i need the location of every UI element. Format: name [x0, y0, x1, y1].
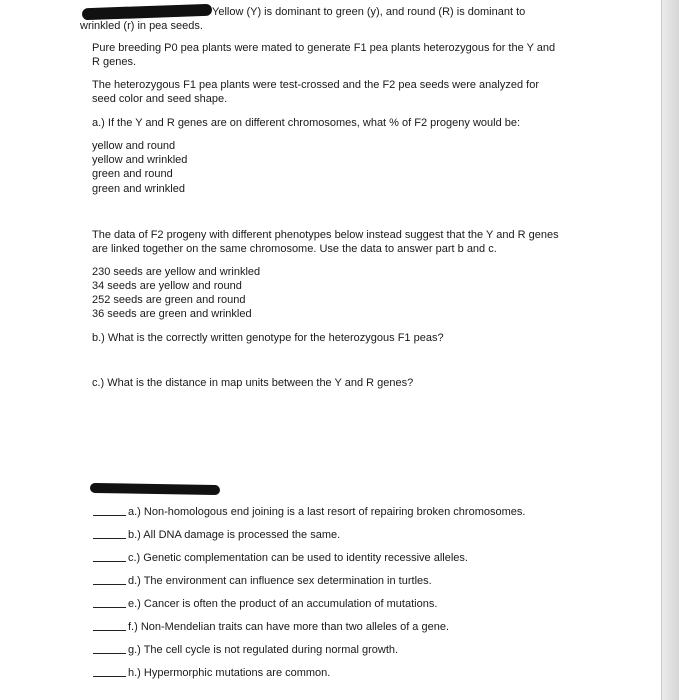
data-line: 36 seeds are green and wrinkled	[92, 308, 252, 320]
paragraph-2-line-1: The heterozygous F1 pea plants were test-crossed and the F2 pea seeds were analyzed for	[92, 79, 539, 91]
paragraph-3-line-2: are linked together on the same chromosome. Use the data to answer part b and c.	[92, 243, 497, 255]
answer-blank-c[interactable]	[93, 561, 126, 562]
intro-line-1: Yellow (Y) is dominant to green (y), and round (R) is dominant to	[212, 6, 526, 18]
question-a: a.) If the Y and R genes are on different chromosomes, what % of F2 progeny would be:	[92, 117, 521, 129]
statement-g: g.) The cell cycle is not regulated during normal growth.	[128, 644, 399, 656]
data-line: 34 seeds are yellow and round	[92, 280, 242, 292]
data-line: 230 seeds are yellow and wrinkled	[92, 266, 261, 278]
question-c: c.) What is the distance in map units between the Y and R genes?	[92, 377, 414, 389]
paragraph-1-line-1: Pure breeding P0 pea plants were mated to generate F1 pea plants heterozygous for the Y and	[92, 42, 556, 54]
paragraph-1-line-2: R genes.	[92, 56, 137, 68]
paragraph-3-line-1: The data of F2 progeny with different phenotypes below instead suggest that the Y and R genes	[92, 229, 559, 241]
redaction-mark-section2	[90, 483, 220, 495]
redaction-mark-top	[82, 4, 212, 21]
intro-line-2: wrinkled (r) in pea seeds.	[80, 20, 203, 32]
answer-blank-h[interactable]	[93, 676, 126, 677]
answer-blank-b[interactable]	[93, 538, 126, 539]
phenotype-item: yellow and wrinkled	[92, 154, 188, 166]
statement-e: e.) Cancer is often the product of an accumulation of mutations.	[128, 598, 438, 610]
answer-blank-a[interactable]	[93, 515, 126, 516]
paragraph-2-line-2: seed color and seed shape.	[92, 93, 228, 105]
phenotype-item: green and round	[92, 168, 173, 180]
answer-blank-g[interactable]	[93, 653, 126, 654]
statement-f: f.) Non-Mendelian traits can have more than two alleles of a gene.	[128, 621, 450, 633]
answer-blank-d[interactable]	[93, 584, 126, 585]
statement-a: a.) Non-homologous end joining is a last resort of repairing broken chromosomes.	[128, 506, 526, 518]
statement-h: h.) Hypermorphic mutations are common.	[128, 667, 331, 679]
page-edge-shadow	[662, 0, 679, 700]
answer-blank-e[interactable]	[93, 607, 126, 608]
question-b: b.) What is the correctly written genotype for the heterozygous F1 peas?	[92, 332, 444, 344]
statement-d: d.) The environment can influence sex determination in turtles.	[128, 575, 432, 587]
answer-blank-f[interactable]	[93, 630, 126, 631]
data-line: 252 seeds are green and round	[92, 294, 246, 306]
statement-b: b.) All DNA damage is processed the same.	[128, 529, 341, 541]
phenotype-item: green and wrinkled	[92, 183, 185, 195]
statement-c: c.) Genetic complementation can be used to identity recessive alleles.	[128, 552, 468, 564]
phenotype-item: yellow and round	[92, 140, 176, 152]
